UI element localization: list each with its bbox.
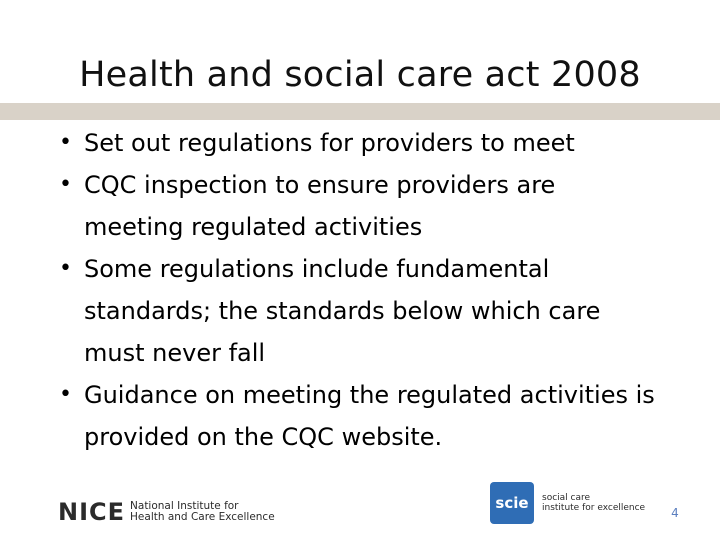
page-number: 4: [671, 506, 679, 520]
bullet-item: [56, 374, 656, 458]
bullet-text: Guidance on meeting the regulated activities is provided on the CQC website.: [84, 381, 655, 451]
nice-logo-line1: National Institute for: [130, 500, 239, 512]
nice-logo-line2: Health and Care Excellence: [130, 511, 275, 523]
nice-logo: [58, 499, 275, 525]
bullet-dot-icon: •: [59, 382, 72, 407]
slide-title: Health and social care act 2008: [79, 55, 641, 95]
nice-logo-subtitle: [130, 501, 275, 523]
bullet-item: [56, 164, 656, 248]
scie-logo-line1: social care: [542, 493, 591, 503]
scie-logo: [490, 482, 645, 524]
scie-logo-line2: institute for excellence: [542, 503, 646, 513]
bullet-dot-icon: •: [59, 256, 72, 281]
title-divider: [0, 103, 720, 120]
bullet-list: [56, 122, 656, 458]
bullet-dot-icon: •: [59, 172, 72, 197]
nice-logo-word: NICE: [58, 498, 126, 526]
bullet-item: [56, 248, 656, 374]
scie-logo-text: [542, 493, 645, 513]
bullet-text: Set out regulations for providers to meet: [84, 129, 575, 157]
bullet-text: Some regulations include fundamental standards; the standards below which care must never fall: [84, 255, 601, 367]
bullet-dot-icon: •: [59, 130, 72, 155]
bullet-text: CQC inspection to ensure providers are meeting regulated activities: [84, 171, 556, 241]
bullet-item: [56, 122, 656, 164]
scie-logo-badge: scie: [490, 482, 534, 524]
